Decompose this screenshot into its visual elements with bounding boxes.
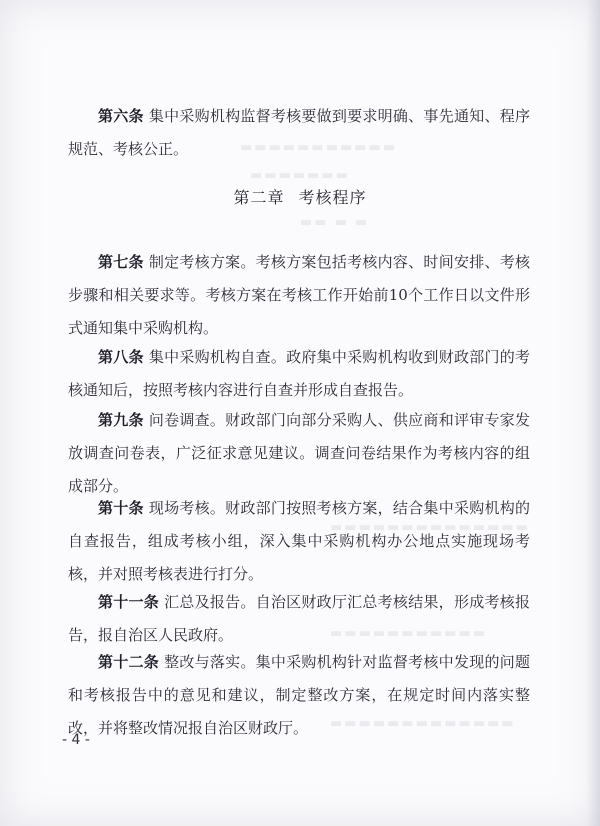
article-10 xyxy=(68,492,530,591)
article-text: 汇总及报告。自治区财政厅汇总考核结果，形成考核报告，报自治区人民政府。 xyxy=(68,593,530,644)
article-number: 第九条 xyxy=(98,411,144,429)
page-number: - 4 - xyxy=(62,732,90,748)
article-number: 第七条 xyxy=(98,253,144,271)
chapter-title: 考核程序 xyxy=(298,188,367,207)
article-8 xyxy=(68,341,530,407)
article-text: 集中采购机构自查。政府集中采购机构收到财政部门的考核通知后，按照考核内容进行自查并形成自查报告。 xyxy=(68,348,530,399)
article-6 xyxy=(68,100,530,166)
show-through-mark: ▬▬▬▬▬▬▬▬▬▬▬▬▬ xyxy=(330,716,516,731)
show-through-mark: ▬▬▬▬▬▬▬▬▬▬▬ xyxy=(240,140,398,155)
show-through-mark: ▬▬ ▬ ▬ xyxy=(300,215,370,230)
show-through-mark: ▬▬▬▬▬▬▬▬▬▬▬▬▬▬ xyxy=(330,520,530,535)
article-text: 整改与落实。集中采购机构针对监督考核中发现的问题和考核报告中的意见和建议，制定整改方案，在规定时间内落实整改，并将整改情况报自治区财政厅。 xyxy=(68,653,530,737)
article-text: 现场考核。财政部门按照考核方案，结合集中采购机构的自查报告，组成考核小组，深入集中采购机构办公地点实施现场考核，并对照考核表进行打分。 xyxy=(68,499,530,583)
page-edge-shadow xyxy=(586,0,600,826)
article-7 xyxy=(68,246,530,345)
chapter-number: 第二章 xyxy=(233,188,285,207)
article-number: 第六条 xyxy=(98,107,144,125)
article-number: 第十一条 xyxy=(98,593,160,611)
article-12 xyxy=(68,646,530,745)
show-through-mark: ▬▬▬▬▬▬▬ xyxy=(250,168,350,183)
chapter-heading xyxy=(0,185,600,208)
article-number: 第十条 xyxy=(98,499,144,517)
article-number: 第十二条 xyxy=(98,653,160,671)
article-11 xyxy=(68,586,530,652)
article-text: 问卷调查。财政部门向部分采购人、供应商和评审专家发放调查问卷表，广泛征求意见建议。调查问卷结果作为考核内容的组成部分。 xyxy=(68,411,530,495)
article-9 xyxy=(68,404,530,503)
show-through-mark: ▬▬▬▬▬▬▬▬▬▬▬ xyxy=(330,626,488,641)
article-number: 第八条 xyxy=(98,348,144,366)
article-text: 制定考核方案。考核方案包括考核内容、时间安排、考核步骤和相关要求等。考核方案在考核工作开始前10个工作日以文件形式通知集中采购机构。 xyxy=(68,253,530,337)
article-text: 集中采购机构监督考核要做到要求明确、事先通知、程序规范、考核公正。 xyxy=(68,107,530,158)
